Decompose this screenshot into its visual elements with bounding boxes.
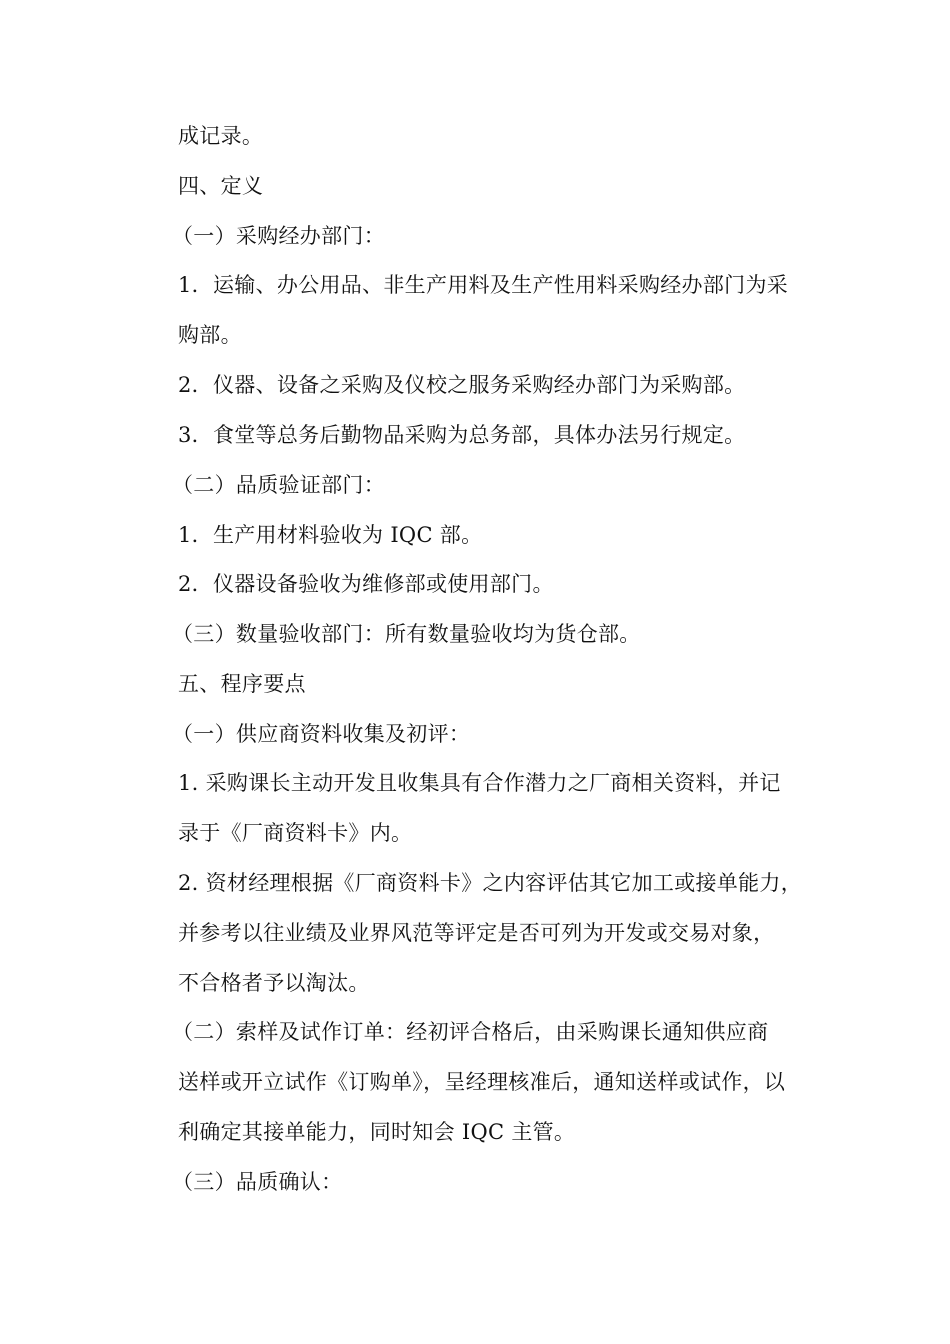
text-line: 成记录。	[178, 124, 264, 148]
text-line: 2．仪器、设备之采购及仪校之服务采购经办部门为采购部。	[178, 373, 746, 397]
text-line: 购部。	[178, 323, 242, 347]
text-line: 送样或开立试作《订购单》，呈经理核准后，通知送样或试作，以	[178, 1070, 786, 1094]
subsection-heading: （三）品质确认：	[172, 1170, 343, 1194]
text-line: 2．仪器设备验收为维修部或使用部门。	[178, 572, 554, 596]
text-line: 1. 采购课长主动开发且收集具有合作潜力之厂商相关资料，并记	[178, 771, 781, 795]
section-heading: 四、定义	[178, 174, 264, 198]
text-line: 录于《厂商资料卡》内。	[178, 821, 413, 845]
text-line: 2. 资材经理根据《厂商资料卡》之内容评估其它加工或接单能力，	[178, 871, 803, 895]
subsection-heading: （一）供应商资料收集及初评：	[172, 722, 471, 746]
text-line: 3．食堂等总务后勤物品采购为总务部，具体办法另行规定。	[178, 423, 746, 447]
text-line: 利确定其接单能力，同时知会 IQC 主管。	[178, 1120, 576, 1144]
subsection-heading: （二）品质验证部门：	[172, 473, 385, 497]
text-line: 1．生产用材料验收为 IQC 部。	[178, 523, 483, 547]
section-heading: 五、程序要点	[178, 672, 306, 696]
text-line: 1．运输、办公用品、非生产用料及生产性用料采购经办部门为采	[178, 273, 789, 297]
text-line: 不合格者予以淘汰。	[178, 971, 370, 995]
subsection-heading: （一）采购经办部门：	[172, 224, 385, 248]
subsection-heading: （二）索样及试作订单：经初评合格后，由采购课长通知供应商	[172, 1020, 769, 1044]
subsection-heading: （三）数量验收部门：所有数量验收均为货仓部。	[172, 622, 641, 646]
text-line: 并参考以往业绩及业界风范等评定是否可列为开发或交易对象，	[178, 921, 775, 945]
